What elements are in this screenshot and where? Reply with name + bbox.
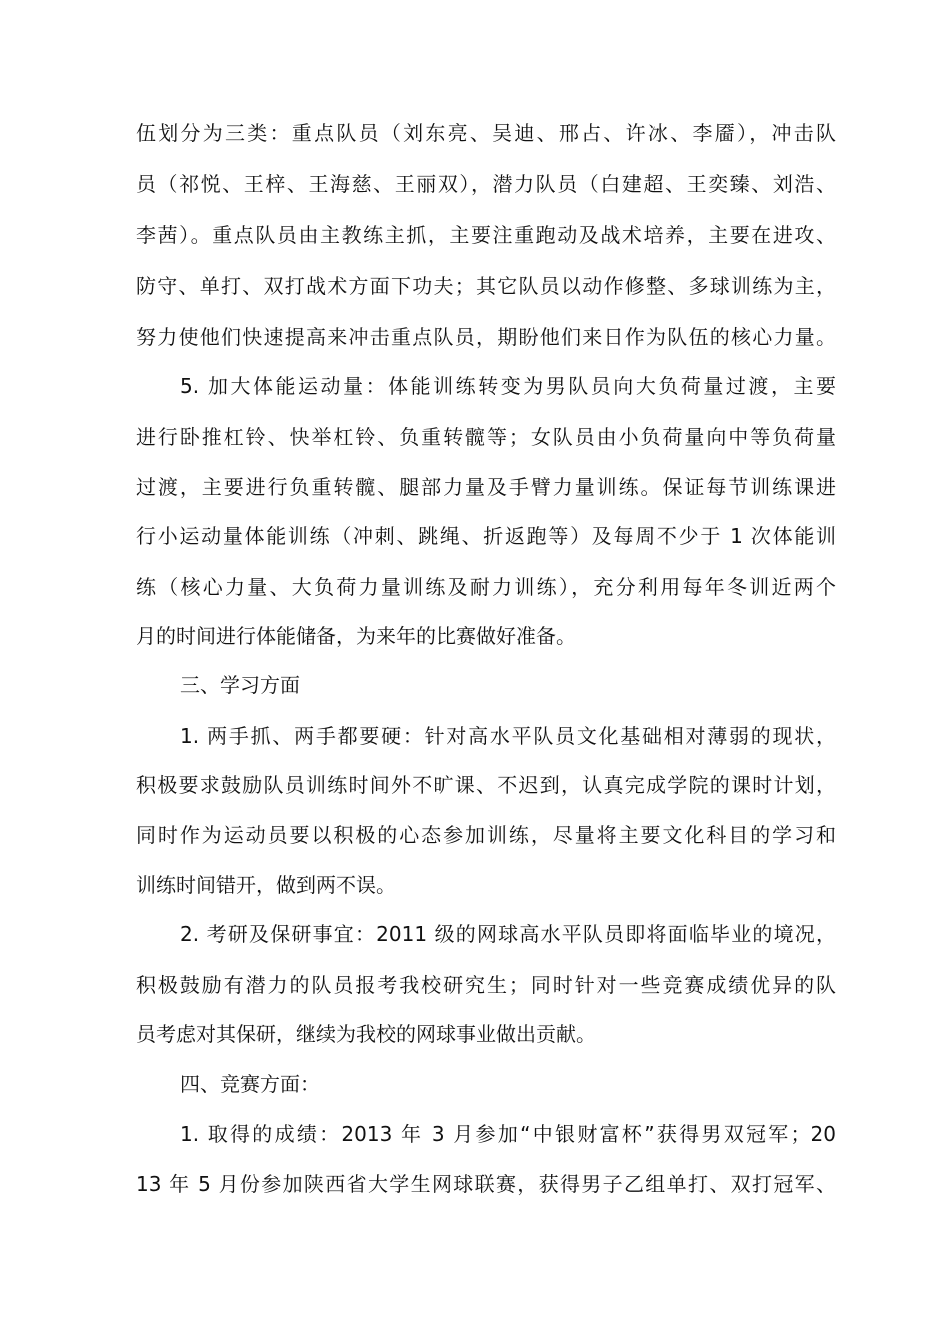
paragraph-line: 积极鼓励有潜力的队员报考我校研究生；同时针对一些竞赛成绩优异的队 xyxy=(136,973,836,997)
paragraph-line: 积极要求鼓励队员训练时间外不旷课、不迟到，认真完成学院的课时计划， xyxy=(136,773,836,797)
paragraph-line: 1. 两手抓、两手都要硬：针对高水平队员文化基础相对薄弱的现状， xyxy=(180,724,836,748)
paragraph-line: 2. 考研及保研事宜：2011 级的网球高水平队员即将面临毕业的境况， xyxy=(180,922,836,946)
paragraph-line: 行小运动量体能训练（冲刺、跳绳、折返跑等）及每周不少于 1 次体能训 xyxy=(136,524,836,548)
paragraph-line: 伍划分为三类：重点队员（刘东亮、吴迪、邢占、许冰、李靥），冲击队 xyxy=(136,121,836,145)
paragraph-line: 过渡，主要进行负重转髋、腿部力量及手臂力量训练。保证每节训练课进 xyxy=(136,475,836,499)
section-heading: 三、学习方面 xyxy=(180,673,300,697)
section-heading: 四、竞赛方面： xyxy=(180,1072,320,1096)
paragraph-line: 1. 取得的成绩：2013 年 3 月参加“中银财富杯”获得男双冠军；20 xyxy=(180,1122,836,1146)
paragraph-line: 进行卧推杠铃、快举杠铃、负重转髋等；女队员由小负荷量向中等负荷量 xyxy=(136,425,836,449)
paragraph-line: 防守、单打、双打战术方面下功夫；其它队员以动作修整、多球训练为主， xyxy=(136,274,836,298)
paragraph-line: 员考虑对其保研，继续为我校的网球事业做出贡献。 xyxy=(136,1022,596,1046)
paragraph-line: 13 年 5 月份参加陕西省大学生网球联赛，获得男子乙组单打、双打冠军、 xyxy=(136,1172,836,1196)
paragraph-line: 练（核心力量、大负荷力量训练及耐力训练），充分利用每年冬训近两个 xyxy=(136,575,836,599)
paragraph-line: 月的时间进行体能储备，为来年的比赛做好准备。 xyxy=(136,624,576,648)
paragraph-line: 训练时间错开，做到两不误。 xyxy=(136,873,396,897)
paragraph-line: 努力使他们快速提高来冲击重点队员，期盼他们来日作为队伍的核心力量。 xyxy=(136,325,836,349)
paragraph-line: 5. 加大体能运动量：体能训练转变为男队员向大负荷量过渡，主要 xyxy=(180,374,836,398)
paragraph-line: 李茜）。重点队员由主教练主抓，主要注重跑动及战术培养，主要在进攻、 xyxy=(136,223,836,247)
paragraph-line: 员（祁悦、王梓、王海慈、王丽双），潜力队员（白建超、王奕臻、刘浩、 xyxy=(136,172,836,196)
paragraph-line: 同时作为运动员要以积极的心态参加训练，尽量将主要文化科目的学习和 xyxy=(136,823,836,847)
